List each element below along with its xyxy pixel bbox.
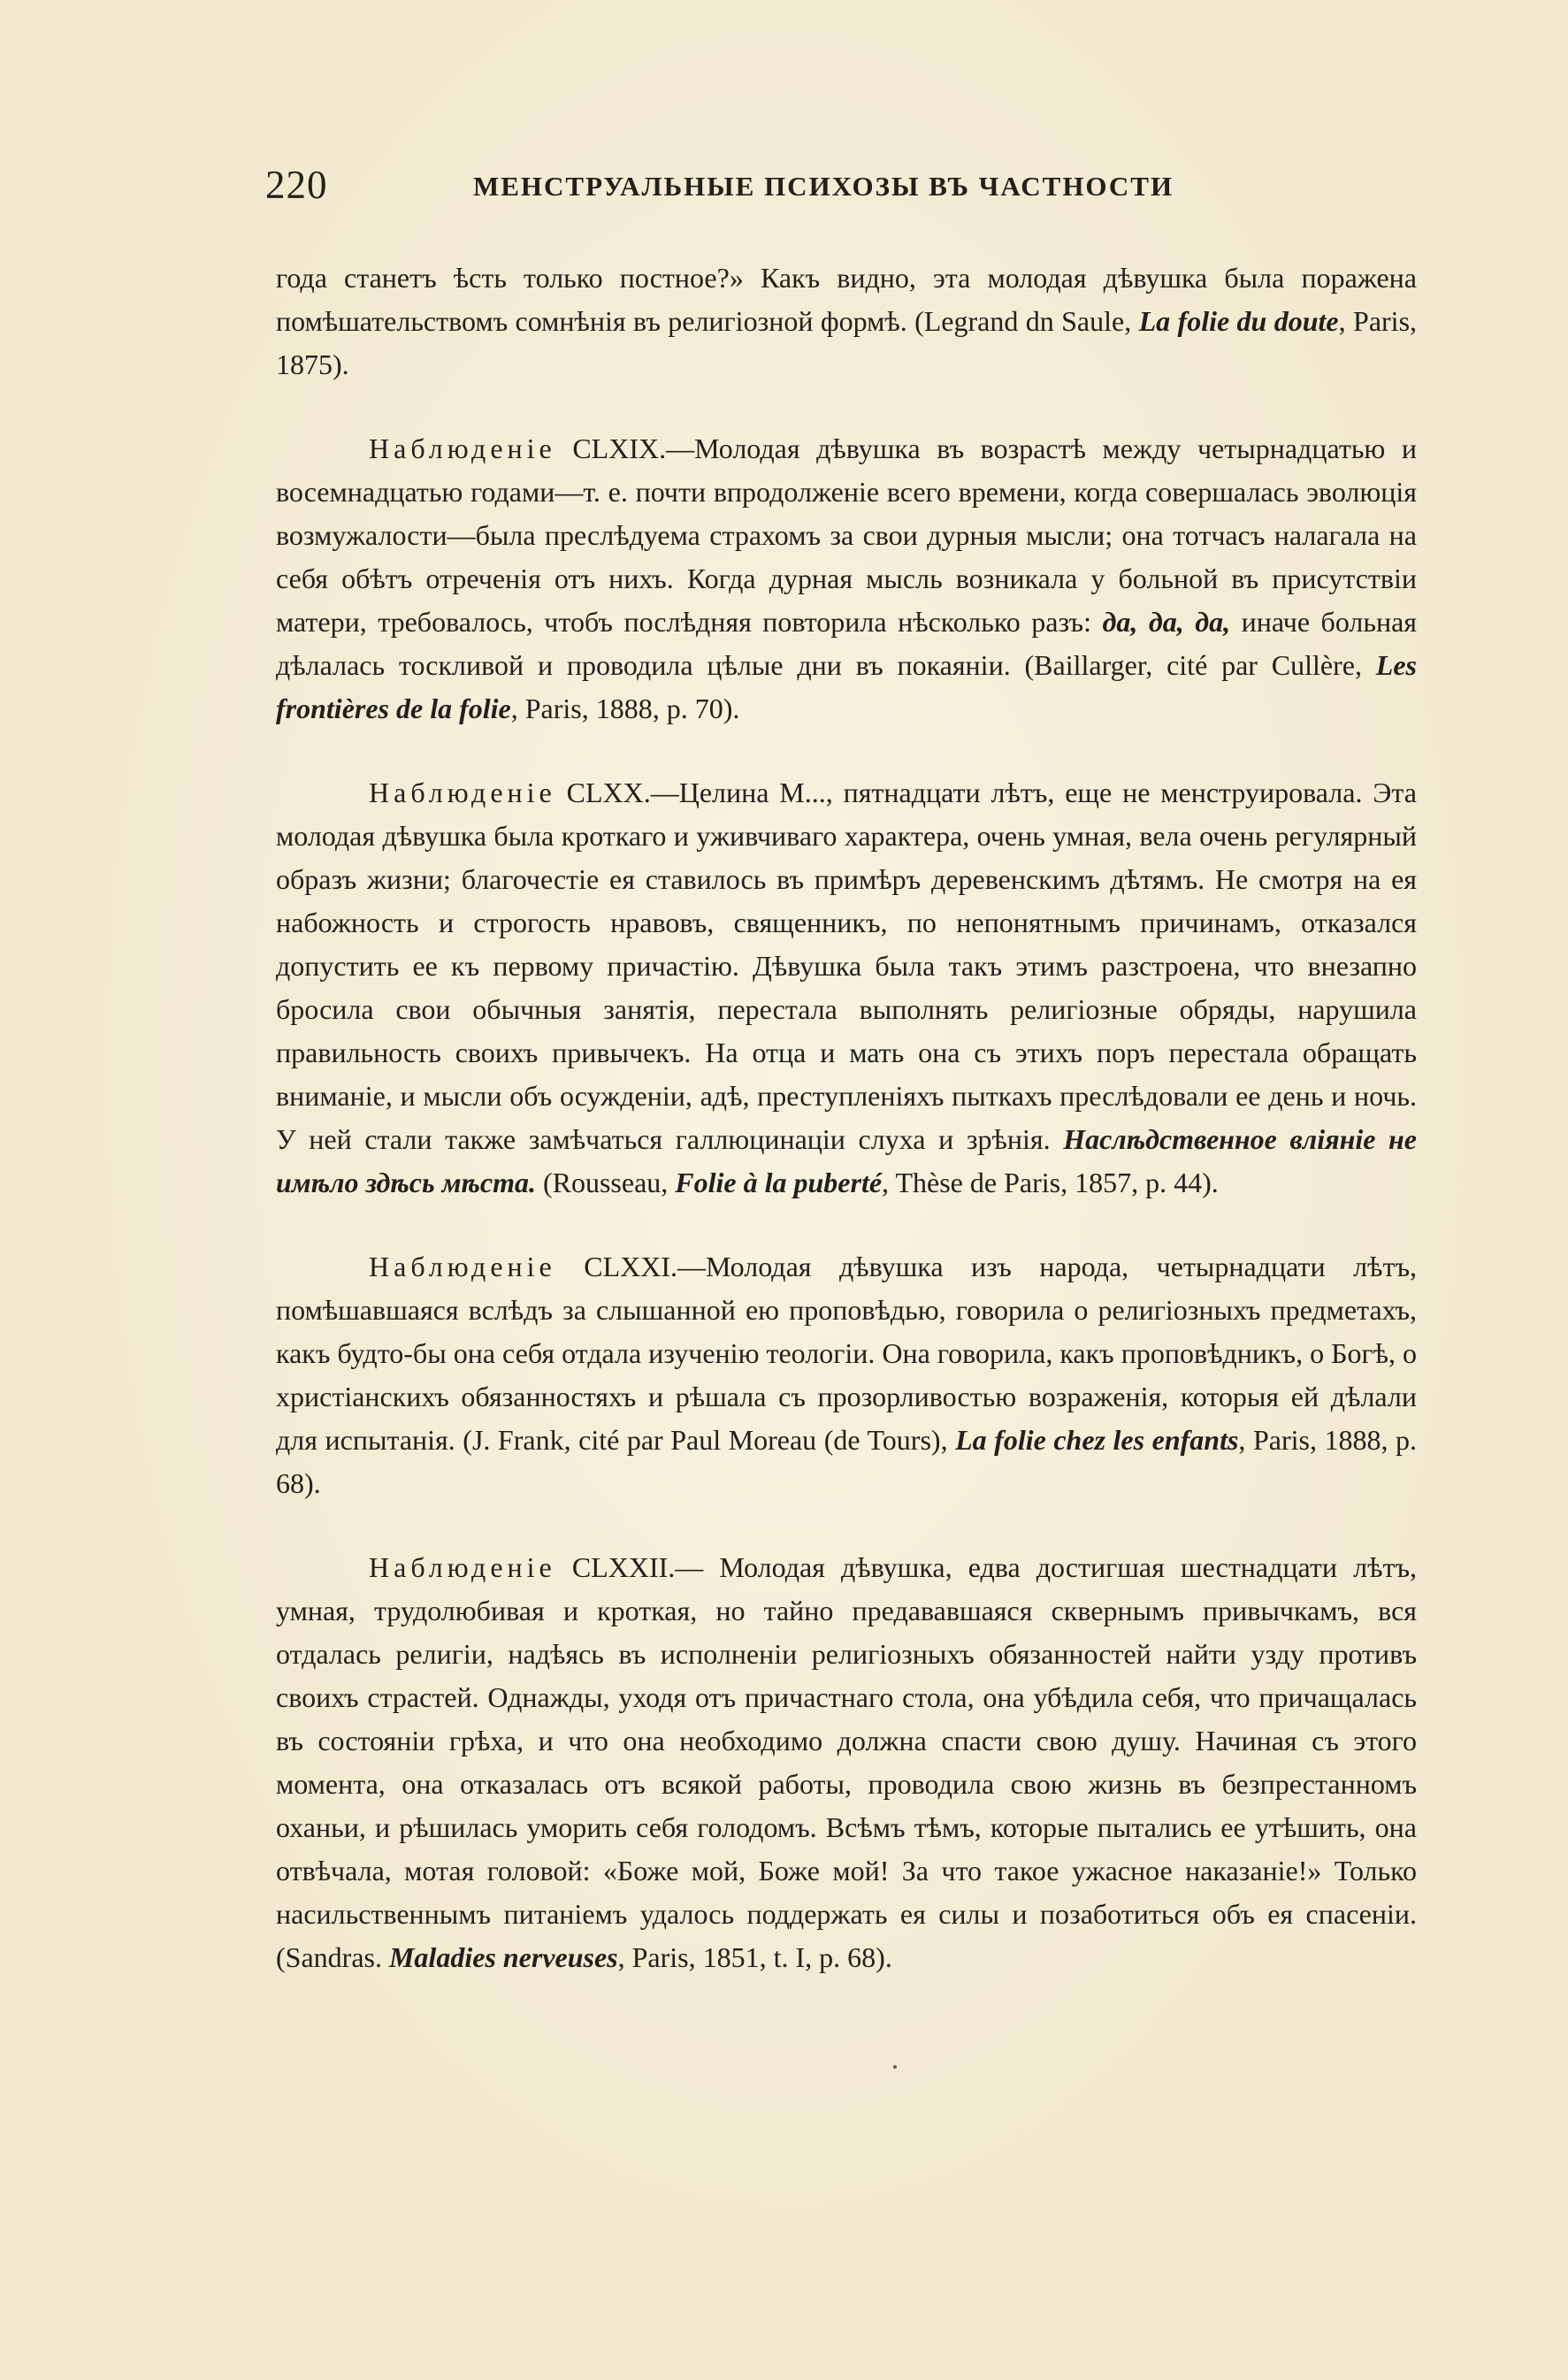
observation-label: Наблюденіе <box>369 1551 556 1583</box>
paragraph-text: года станетъ ѣсть только постное?» Какъ видно, эта молодая дѣвушка была поражена помѣшательствомъ сомнѣнія въ религіозной формѣ. (Legrand dn Saule, <box>276 262 1417 337</box>
quoted-phrase: да, да, да, <box>1102 606 1231 638</box>
observation-number: CLXIX. <box>572 432 667 464</box>
reference-title: Folie à la puberté <box>675 1167 883 1198</box>
reference-tail: , Paris, 1888, p. 70). <box>510 693 740 724</box>
reference-title: La folie chez les enfants <box>955 1424 1239 1456</box>
reference-title: Les frontières de la folie <box>276 649 1417 724</box>
paragraph-text: —Молодая дѣвушка въ возрастѣ между четырнадцатью и восемнадцатью годами—т. е. почти впродолженіе всего времени, когда совершалась эволюція возмужалости—была преслѣдуема страхомъ за свои дурныя мысли; она тотчасъ налагала на себя обѣтъ отреченія отъ нихъ. Когда дурная мысль возникала у больной въ присутствіи матери, требовалось, чтобъ послѣдняя повторила нѣсколько разъ: <box>276 432 1418 638</box>
observation-clxix <box>276 427 1417 731</box>
observation-number: CLXX. <box>566 777 651 808</box>
reference-tail: , Thèse de Paris, 1857, p. 44). <box>882 1167 1219 1198</box>
running-head: МЕНСТРУАЛЬНЫЕ ПСИХОЗЫ ВЪ ЧАСТНОСТИ <box>473 171 1174 202</box>
page-number: 220 <box>265 163 328 207</box>
observation-clxxi <box>276 1245 1417 1505</box>
observation-clxx <box>276 771 1417 1205</box>
observation-label: Наблюденіе <box>369 432 556 464</box>
reference-tail: , Paris, 1851, t. I, p. 68). <box>617 1941 892 1973</box>
observation-number: CLXXII. <box>571 1551 676 1583</box>
reference-title: La folie du doute <box>1138 305 1339 337</box>
observation-clxxii <box>276 1546 1417 1979</box>
paragraph-text: —Целина М..., пятнадцати лѣтъ, еще не менструировала. Эта молодая дѣвушка была кроткаго и уживчиваго характера, очень умная, вела очень регулярный образъ жизни; благочестіе ея ставилось въ примѣръ деревенскимъ дѣтямъ. Не смотря на ея набожность и строгость нравовъ, священникъ, по непонятнымъ причинамъ, отказался допустить ее къ первому причастію. Дѣвушка была такъ этимъ разстроена, что внезапно бросила свои обычныя занятія, перестала выполнять религіозные обряды, нарушила правильность своихъ привычекъ. На отца и мать она съ этихъ поръ перестала обращать вниманіе, и мысли объ осужденіи, адѣ, преступленіяхъ пыткахъ преслѣдовали ее день и ночь. У ней стали также замѣчаться галлюцинаціи слуха и зрѣнія. <box>276 777 1417 1155</box>
page-header <box>265 162 1194 215</box>
reference-tail: , Paris, 1888, p. 68). <box>276 1424 1418 1499</box>
reference-tail: , Paris, 1875). <box>276 305 1418 380</box>
body-text <box>276 256 1417 2020</box>
paragraph-text-continued: иначе больная дѣлалась тоскливой и проводила цѣлые дни въ покаяніи. (Baillarger, cité par Cullère, <box>276 606 1418 681</box>
paragraph-text: — Молодая дѣвушка, едва достигшая шестнадцати лѣтъ, умная, трудолюбивая и кроткая, но тайно предававшаяся сквернымъ привычкамъ, вся отдалась религіи, надѣясь въ исполненіи религіозныхъ обязанностей найти узду противъ своихъ страстей. Однажды, уходя отъ причастнаго стола, она убѣдила себя, что причащалась въ состояніи грѣха, и что она необходимо должна спасти свою душу. Начиная съ этого момента, она отказалась отъ всякой работы, проводила свою жизнь въ безпрестанномъ оханьи, и рѣшилась уморить себя голодомъ. Всѣмъ тѣмъ, которые пытались ее утѣшить, она отвѣчала, мотая головой: «Боже мой, Боже мой! За что такое ужасное наказаніе!» Только насильственнымъ питаніемъ удалось поддержать ея силы и позаботиться объ ея спасеніи. (Sandras. <box>276 1551 1418 1973</box>
paragraph-text-continued: (Rousseau, <box>535 1167 676 1198</box>
emphasis-sentence: Наслѣдственное вліяніе не имѣло здѣсь мѣста. <box>276 1123 1418 1198</box>
print-speck <box>893 2065 897 2069</box>
reference-title: Maladies nerveuses <box>388 1941 618 1973</box>
paragraph-text: —Молодая дѣвушка изъ народа, четырнадцати лѣтъ, помѣшавшаяся вслѣдъ за слышанной ею проповѣдью, говорила о религіозныхъ предметахъ, какъ будто-бы она себя отдала изученію теологіи. Она говорила, какъ проповѣдникъ, о Богѣ, о христіанскихъ обязанностяхъ и рѣшала съ прозорливостью возраженія, которыя ей дѣлали для испытанія. (J. Frank, cité par Paul Moreau (de Tours), <box>276 1251 1418 1456</box>
paragraph-continuation <box>276 256 1417 386</box>
observation-label: Наблюденіе <box>369 777 556 808</box>
observation-label: Наблюденіе <box>369 1251 556 1282</box>
observation-number: CLXXI. <box>584 1251 677 1282</box>
